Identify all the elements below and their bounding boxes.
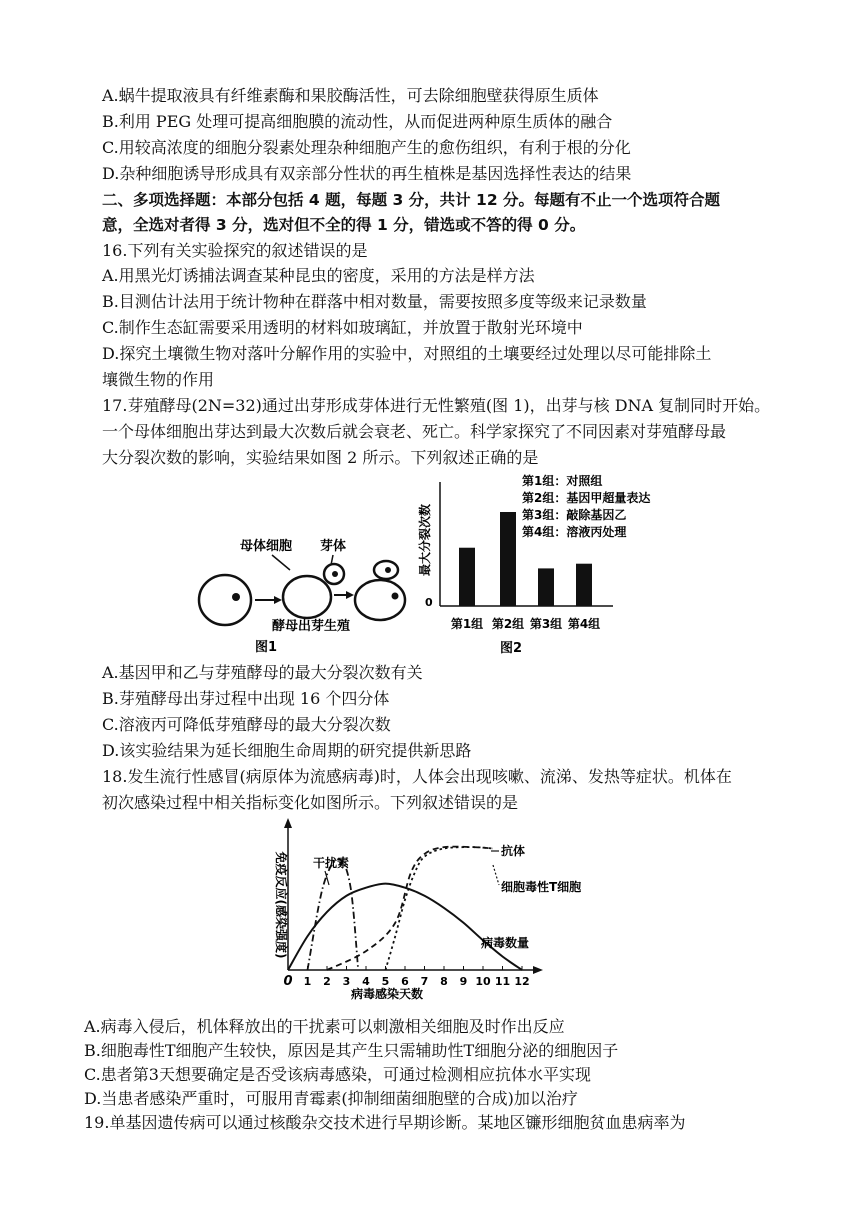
fig2-x-tick-label: 第4组	[567, 617, 601, 631]
fig3-x-tick-label: 11	[494, 975, 511, 988]
bar-4	[576, 564, 592, 606]
fig1-label: 图1	[255, 640, 278, 655]
fig2-x-tick-label: 第3组	[529, 617, 563, 631]
fig3-x-tick-label: 0	[283, 974, 293, 989]
fig3-x-tick-label: 3	[342, 975, 351, 988]
q17-option-d: D.该实验结果为延长细胞生命周期的研究提供新思路	[102, 741, 472, 760]
fig3-x-tick-label: 1	[303, 975, 312, 988]
q17-option-c: C.溶液丙可降低芽殖酵母的最大分裂次数	[102, 715, 391, 734]
fig3-x-tick-label: 8	[440, 975, 448, 988]
q17-stem-2: 一个母体细胞出芽达到最大次数后就会衰老、死亡。科学家探究了不同因素对芽殖酵母最	[102, 422, 727, 441]
q15-option-c: C.用较高浓度的细胞分裂素处理杂种细胞产生的愈伤组织，有利于根的分化	[102, 138, 631, 157]
series-line-1	[308, 859, 359, 970]
fig3-x-tick-label: 12	[514, 975, 530, 988]
fig2-x-tick-label: 第1组	[450, 617, 484, 631]
q15-option-b: B.利用 PEG 处理可提高细胞膜的流动性，从而促进两种原生质体的融合	[102, 112, 613, 131]
fig3-x-tick-label: 6	[401, 975, 409, 988]
virus-count-label: 病毒数量	[481, 936, 530, 950]
q18-option-a: A.病毒入侵后，机体释放出的干扰素可以刺激相关细胞及时作出反应	[84, 1017, 565, 1036]
fig2-legend-entry: 第4组：溶液丙处理	[522, 525, 627, 539]
fig2-legend-entry: 第3组：敲除基因乙	[522, 508, 627, 522]
bar-1	[459, 548, 475, 606]
fig2-legend-entry: 第2组：基因甲超量表达	[522, 491, 651, 505]
q17-option-a: A.基因甲和乙与芽殖酵母的最大分裂次数有关	[102, 663, 423, 682]
fig1-label-bud: 芽体	[320, 539, 347, 554]
q17-option-b: B.芽殖酵母出芽过程中出现 16 个四分体	[102, 689, 390, 708]
q19-stem: 19.单基因遗传病可以通过核酸杂交技术进行早期诊断。某地区镰形细胞贫血患病率为	[84, 1113, 686, 1132]
antibody-label: 抗体	[501, 844, 526, 858]
fig3-y-axis-label: 免疫反应(感染强度)	[274, 851, 288, 959]
fig1-label-mother: 母体细胞	[240, 539, 293, 554]
q16-stem: 16.下列有关实验探究的叙述错误的是	[102, 241, 368, 260]
fig3-x-axis-label: 病毒感染天数	[350, 987, 424, 1001]
fig3-x-tick-label: 4	[362, 975, 370, 988]
interferon-label: 干扰素	[313, 856, 350, 870]
q16-option-c: C.制作生态缸需要采用透明的材料如玻璃缸，并放置于散射光环境中	[102, 318, 583, 337]
section2-heading-line1: 二、多项选择题：本部分包括 4 题，每题 3 分，共计 12 分。每题有不止一个选项符合题	[102, 191, 721, 209]
fig2-y-zero: 0	[425, 596, 433, 609]
q18-stem-2: 初次感染过程中相关指标变化如图所示。下列叙述错误的是	[102, 793, 519, 812]
figure-1-budding	[190, 525, 430, 660]
fig3-x-tick-label: 9	[459, 975, 468, 988]
series-line-2	[327, 847, 493, 970]
q18-option-c: C.患者第3天想要确定是否受该病毒感染，可通过检测相应抗体水平实现	[84, 1065, 591, 1084]
figure-2-bar-chart	[400, 470, 651, 660]
fig3-x-tick-label: 10	[475, 975, 491, 988]
fig1-caption: 酵母出芽生殖	[272, 619, 351, 634]
cytotoxic-t-cell-label: 细胞毒性T细胞	[501, 880, 582, 894]
q18-stem-1: 18.发生流行性感冒(病原体为流感病毒)时，人体会出现咳嗽、流涕、发热等症状。机体在	[102, 767, 732, 786]
q16-option-d: D.探究土壤微生物对落叶分解作用的实验中，对照组的土壤要经过处理以尽可能排除土	[102, 344, 712, 363]
section2-heading-line2: 意，全选对者得 3 分，选对但不全的得 1 分，错选或不答的得 0 分。	[102, 216, 586, 234]
fig2-y-axis-label: 最大分裂次数	[418, 503, 432, 577]
q17-stem-3: 大分裂次数的影响，实验结果如图 2 所示。下列叙述正确的是	[102, 448, 539, 467]
fig3-x-tick-label: 7	[420, 975, 429, 988]
fig3-x-tick-label: 2	[323, 975, 331, 988]
q16-option-d-cont: 壤微生物的作用	[102, 370, 215, 389]
immune-response-line-chart	[255, 815, 595, 1005]
q16-option-b: B.目测估计法用于统计物种在群落中相对数量，需要按照多度等级来记录数量	[102, 292, 647, 311]
q18-option-d: D.当患者感染严重时，可服用青霉素(抑制细菌细胞壁的合成)加以治疗	[84, 1089, 578, 1108]
q16-option-a: A.用黑光灯诱捕法调查某种昆虫的密度，采用的方法是样方法	[102, 266, 535, 285]
q18-option-b: B.细胞毒性T细胞产生较快，原因是其产生只需辅助性T细胞分泌的细胞因子	[84, 1041, 619, 1060]
q17-stem-1: 17.芽殖酵母(2N=32)通过出芽形成芽体进行无性繁殖(图 1)，出芽与核 DNA 复制同时开始。	[102, 396, 771, 415]
bar-2	[500, 512, 516, 606]
q15-option-d: D.杂种细胞诱导形成具有双亲部分性状的再生植株是基因选择性表达的结果	[102, 164, 632, 183]
fig3-x-tick-label: 5	[381, 975, 390, 988]
q15-option-a: A.蜗牛提取液具有纤维素酶和果胶酶活性，可去除细胞壁获得原生质体	[102, 86, 599, 105]
bar-3	[538, 568, 554, 606]
fig2-legend-entry: 第1组：对照组	[522, 474, 603, 488]
fig2-x-tick-label: 第2组	[491, 617, 525, 631]
fig2-label: 图2	[500, 641, 523, 656]
